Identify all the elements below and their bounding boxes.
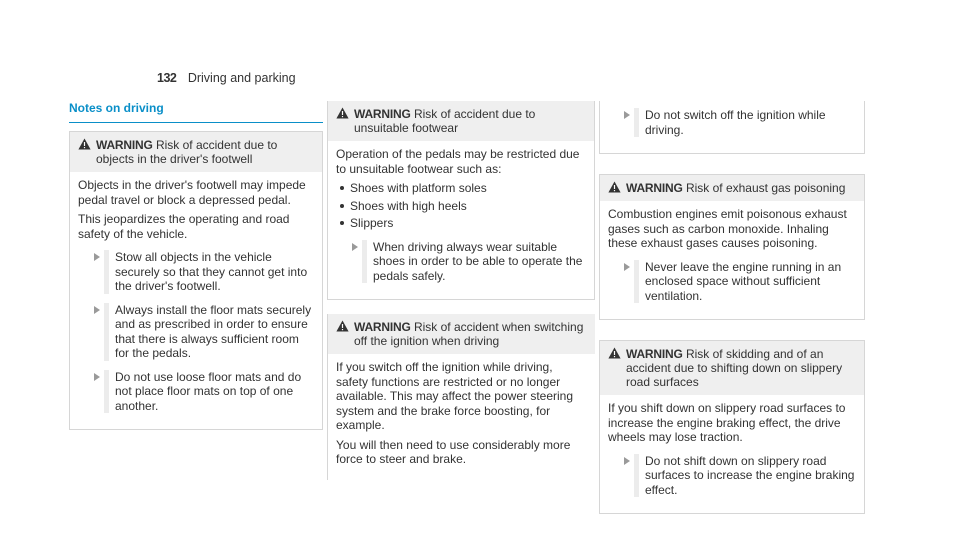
warning-body xyxy=(600,101,864,153)
warning-label: WARNING xyxy=(626,181,683,195)
chapter-title: Driving and parking xyxy=(187,71,296,85)
step-arrow-icon xyxy=(624,457,630,465)
warning-box-skidding xyxy=(599,340,865,514)
step-text: Do not switch off the ignition while driving. xyxy=(645,108,826,137)
warning-body xyxy=(600,201,864,319)
column-1 xyxy=(69,101,323,444)
warning-triangle-icon xyxy=(608,347,621,359)
warning-box-ignition xyxy=(327,314,595,480)
step-text: When driving always wear suitable shoes in order to be able to operate the pedals safely. xyxy=(373,239,583,283)
step-text: Do not shift down on slippery road surfaces to increase the engine braking effect. xyxy=(645,453,855,497)
warning-box-footwell xyxy=(69,131,323,430)
warning-head-text: Risk of skidding and of an accident due to shifting down on slippery road surfaces xyxy=(626,347,843,389)
warning-header xyxy=(328,101,594,141)
step-text: Do not use loose floor mats and do not place floor mats on top of one another. xyxy=(115,369,302,413)
page-number: 132 xyxy=(157,71,177,85)
step-arrow-icon xyxy=(624,263,630,271)
list-item: Shoes with high heels xyxy=(336,199,586,214)
warning-box-footwear xyxy=(327,101,595,300)
warning-head-text: Risk of exhaust gas poisoning xyxy=(685,181,846,195)
instruction-step xyxy=(336,240,586,284)
warning-head-text: Risk of accident when switching off the ignition when driving xyxy=(354,320,584,348)
instruction-step xyxy=(78,303,314,361)
warning-triangle-icon xyxy=(336,320,349,332)
page-header xyxy=(157,71,296,85)
warning-head-text: Risk of accident due to unsuitable footwear xyxy=(354,107,536,135)
step-arrow-icon xyxy=(94,306,100,314)
instruction-step xyxy=(78,370,314,414)
warning-label: WARNING xyxy=(354,107,411,121)
paragraph: Combustion engines emit poisonous exhaust gases such as carbon monoxide. Inhaling these exhaust gases causes poisoning. xyxy=(608,207,847,250)
continued-step-box xyxy=(599,101,865,154)
warning-body xyxy=(328,141,594,299)
warning-head-text: Risk of accident due to objects in the driver's footwell xyxy=(96,138,278,166)
instruction-step xyxy=(608,108,856,137)
warning-header xyxy=(70,132,322,172)
column-3 xyxy=(599,101,865,528)
section-title: Notes on driving xyxy=(69,101,323,123)
step-arrow-icon xyxy=(624,111,630,119)
instruction-step xyxy=(78,250,314,294)
paragraph: If you switch off the ignition while driving, safety functions are restricted or no longer available. This may affect the power steering system and the brake force boosting, for example. xyxy=(336,360,574,432)
list-item: Slippers xyxy=(336,216,586,231)
warning-triangle-icon xyxy=(608,181,621,193)
paragraph: This jeopardizes the operating and road safety of the vehicle. xyxy=(78,212,290,241)
warning-header xyxy=(600,175,864,201)
step-text: Never leave the engine running in an enclosed space without sufficient ventilation. xyxy=(645,259,842,303)
column-2 xyxy=(327,101,595,480)
warning-triangle-icon xyxy=(336,107,349,119)
step-arrow-icon xyxy=(352,243,358,251)
warning-body xyxy=(600,395,864,513)
warning-label: WARNING xyxy=(626,347,683,361)
warning-label: WARNING xyxy=(96,138,153,152)
instruction-step xyxy=(608,260,856,304)
paragraph: Operation of the pedals may be restricted due to unsuitable footwear such as: xyxy=(336,147,580,176)
step-arrow-icon xyxy=(94,373,100,381)
paragraph: If you shift down on slippery road surfaces to increase the engine braking effect, the drive wheels may lose traction. xyxy=(608,401,846,444)
warning-header xyxy=(600,341,864,395)
paragraph: You will then need to use considerably more force to steer and brake. xyxy=(336,437,571,466)
step-text: Stow all objects in the vehicle securely so that they cannot get into the driver's footwell. xyxy=(115,250,308,293)
warning-label: WARNING xyxy=(354,320,411,334)
list-item: Shoes with platform soles xyxy=(336,181,586,196)
warning-body xyxy=(328,354,595,480)
instruction-step xyxy=(608,454,856,498)
step-text: Always install the floor mats securely and as prescribed in order to ensure that there is always sufficient room for the pedals. xyxy=(115,302,312,360)
paragraph: Objects in the driver's footwell may impede pedal travel or block a depressed pedal. xyxy=(78,178,306,207)
warning-triangle-icon xyxy=(78,138,91,150)
warning-box-exhaust xyxy=(599,174,865,320)
step-arrow-icon xyxy=(94,253,100,261)
bullet-list xyxy=(336,181,586,231)
warning-body xyxy=(70,172,322,429)
warning-header xyxy=(328,314,595,354)
